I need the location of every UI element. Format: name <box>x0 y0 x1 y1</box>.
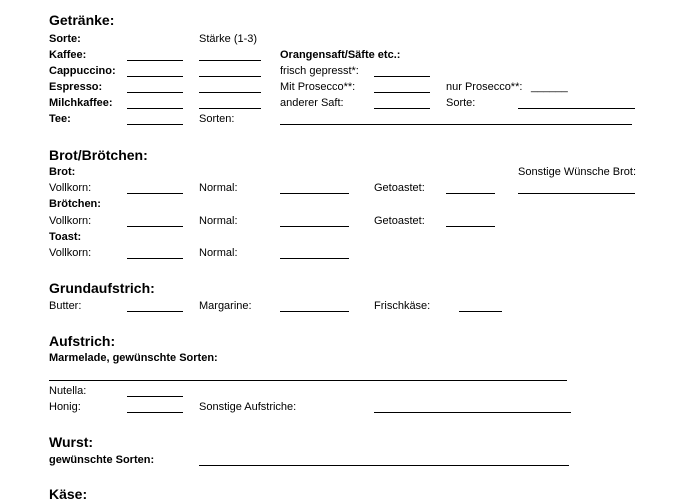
label-sorte: Sorte: <box>49 33 81 45</box>
label-saft-sorte: Sorte: <box>446 97 476 109</box>
label-broetchen-getoastet: Getoastet: <box>374 215 425 227</box>
field-espresso-sorte[interactable] <box>127 92 183 93</box>
field-broetchen-normal[interactable] <box>280 226 349 227</box>
label-margarine: Margarine: <box>199 300 252 312</box>
label-broetchen: Brötchen: <box>49 198 101 210</box>
label-frischkaese: Frischkäse: <box>374 300 431 312</box>
label-brot-vollkorn: Vollkorn: <box>49 182 92 194</box>
section-heading-brot: Brot/Brötchen: <box>49 147 148 163</box>
field-saft-sorte[interactable] <box>518 108 635 109</box>
label-espresso: Espresso: <box>49 81 103 93</box>
label-wurst-sorten: gewünschte Sorten: <box>49 454 155 466</box>
label-frisch-gepresst: frisch gepresst*: <box>280 65 359 77</box>
label-nutella: Nutella: <box>49 385 87 397</box>
label-milchkaffee: Milchkaffee: <box>49 97 113 109</box>
label-orangensaft: Orangensaft/Säfte etc.: <box>280 49 401 61</box>
field-butter[interactable] <box>127 311 183 312</box>
field-tee-sorten[interactable] <box>280 124 632 125</box>
field-milchkaffee-staerke[interactable] <box>199 108 261 109</box>
label-kaffee: Kaffee: <box>49 49 87 61</box>
label-sonstige-aufstriche: Sonstige Aufstriche: <box>199 401 297 413</box>
section-heading-kaese: Käse: <box>49 486 88 502</box>
label-tee: Tee: <box>49 113 71 125</box>
field-sonstige-wuensche-brot[interactable] <box>518 193 635 194</box>
field-marmelade[interactable] <box>49 380 567 381</box>
field-mit-prosecco[interactable] <box>374 92 430 93</box>
label-sonstige-wuensche-brot: Sonstige Wünsche Brot: <box>518 166 637 178</box>
field-nutella[interactable] <box>127 396 183 397</box>
field-wurst-sorten[interactable] <box>199 465 569 466</box>
field-anderer-saft[interactable] <box>374 108 430 109</box>
field-brot-normal[interactable] <box>280 193 349 194</box>
label-cappuccino: Cappuccino: <box>49 65 116 77</box>
field-honig[interactable] <box>127 412 183 413</box>
label-honig: Honig: <box>49 401 81 413</box>
field-margarine[interactable] <box>280 311 349 312</box>
section-heading-grundaufstrich: Grundaufstrich: <box>49 280 155 296</box>
field-brot-getoastet[interactable] <box>446 193 495 194</box>
label-brot-getoastet: Getoastet: <box>374 182 425 194</box>
field-sonstige-aufstriche[interactable] <box>374 412 571 413</box>
field-toast-normal[interactable] <box>280 258 349 259</box>
field-brot-vollkorn[interactable] <box>127 193 183 194</box>
section-heading-aufstrich: Aufstrich: <box>49 333 116 349</box>
label-staerke: Stärke (1-3) <box>199 33 258 45</box>
label-marmelade: Marmelade, gewünschte Sorten: <box>49 352 218 364</box>
label-tee-sorten: Sorten: <box>199 113 235 125</box>
label-broetchen-normal: Normal: <box>199 215 238 227</box>
field-espresso-staerke[interactable] <box>199 92 261 93</box>
label-brot: Brot: <box>49 166 76 178</box>
field-kaffee-staerke[interactable] <box>199 60 261 61</box>
label-nur-prosecco: nur Prosecco**: <box>446 81 523 93</box>
section-heading-wurst: Wurst: <box>49 434 94 450</box>
field-toast-vollkorn[interactable] <box>127 258 183 259</box>
label-toast-normal: Normal: <box>199 247 238 259</box>
label-butter: Butter: <box>49 300 82 312</box>
field-cappuccino-staerke[interactable] <box>199 76 261 77</box>
label-mit-prosecco: Mit Prosecco**: <box>280 81 356 93</box>
field-frischkaese[interactable] <box>459 311 502 312</box>
label-anderer-saft: anderer Saft: <box>280 97 344 109</box>
label-toast-vollkorn: Vollkorn: <box>49 247 92 259</box>
field-tee[interactable] <box>127 124 183 125</box>
field-milchkaffee-sorte[interactable] <box>127 108 183 109</box>
field-kaffee-sorte[interactable] <box>127 60 183 61</box>
field-cappuccino-sorte[interactable] <box>127 76 183 77</box>
label-toast: Toast: <box>49 231 82 243</box>
field-frisch-gepresst[interactable] <box>374 76 430 77</box>
label-broetchen-vollkorn: Vollkorn: <box>49 215 92 227</box>
section-heading-getraenke: Getränke: <box>49 12 115 28</box>
field-broetchen-getoastet[interactable] <box>446 226 495 227</box>
field-nur-prosecco[interactable]: ______ <box>531 81 568 93</box>
field-broetchen-vollkorn[interactable] <box>127 226 183 227</box>
label-brot-normal: Normal: <box>199 182 238 194</box>
